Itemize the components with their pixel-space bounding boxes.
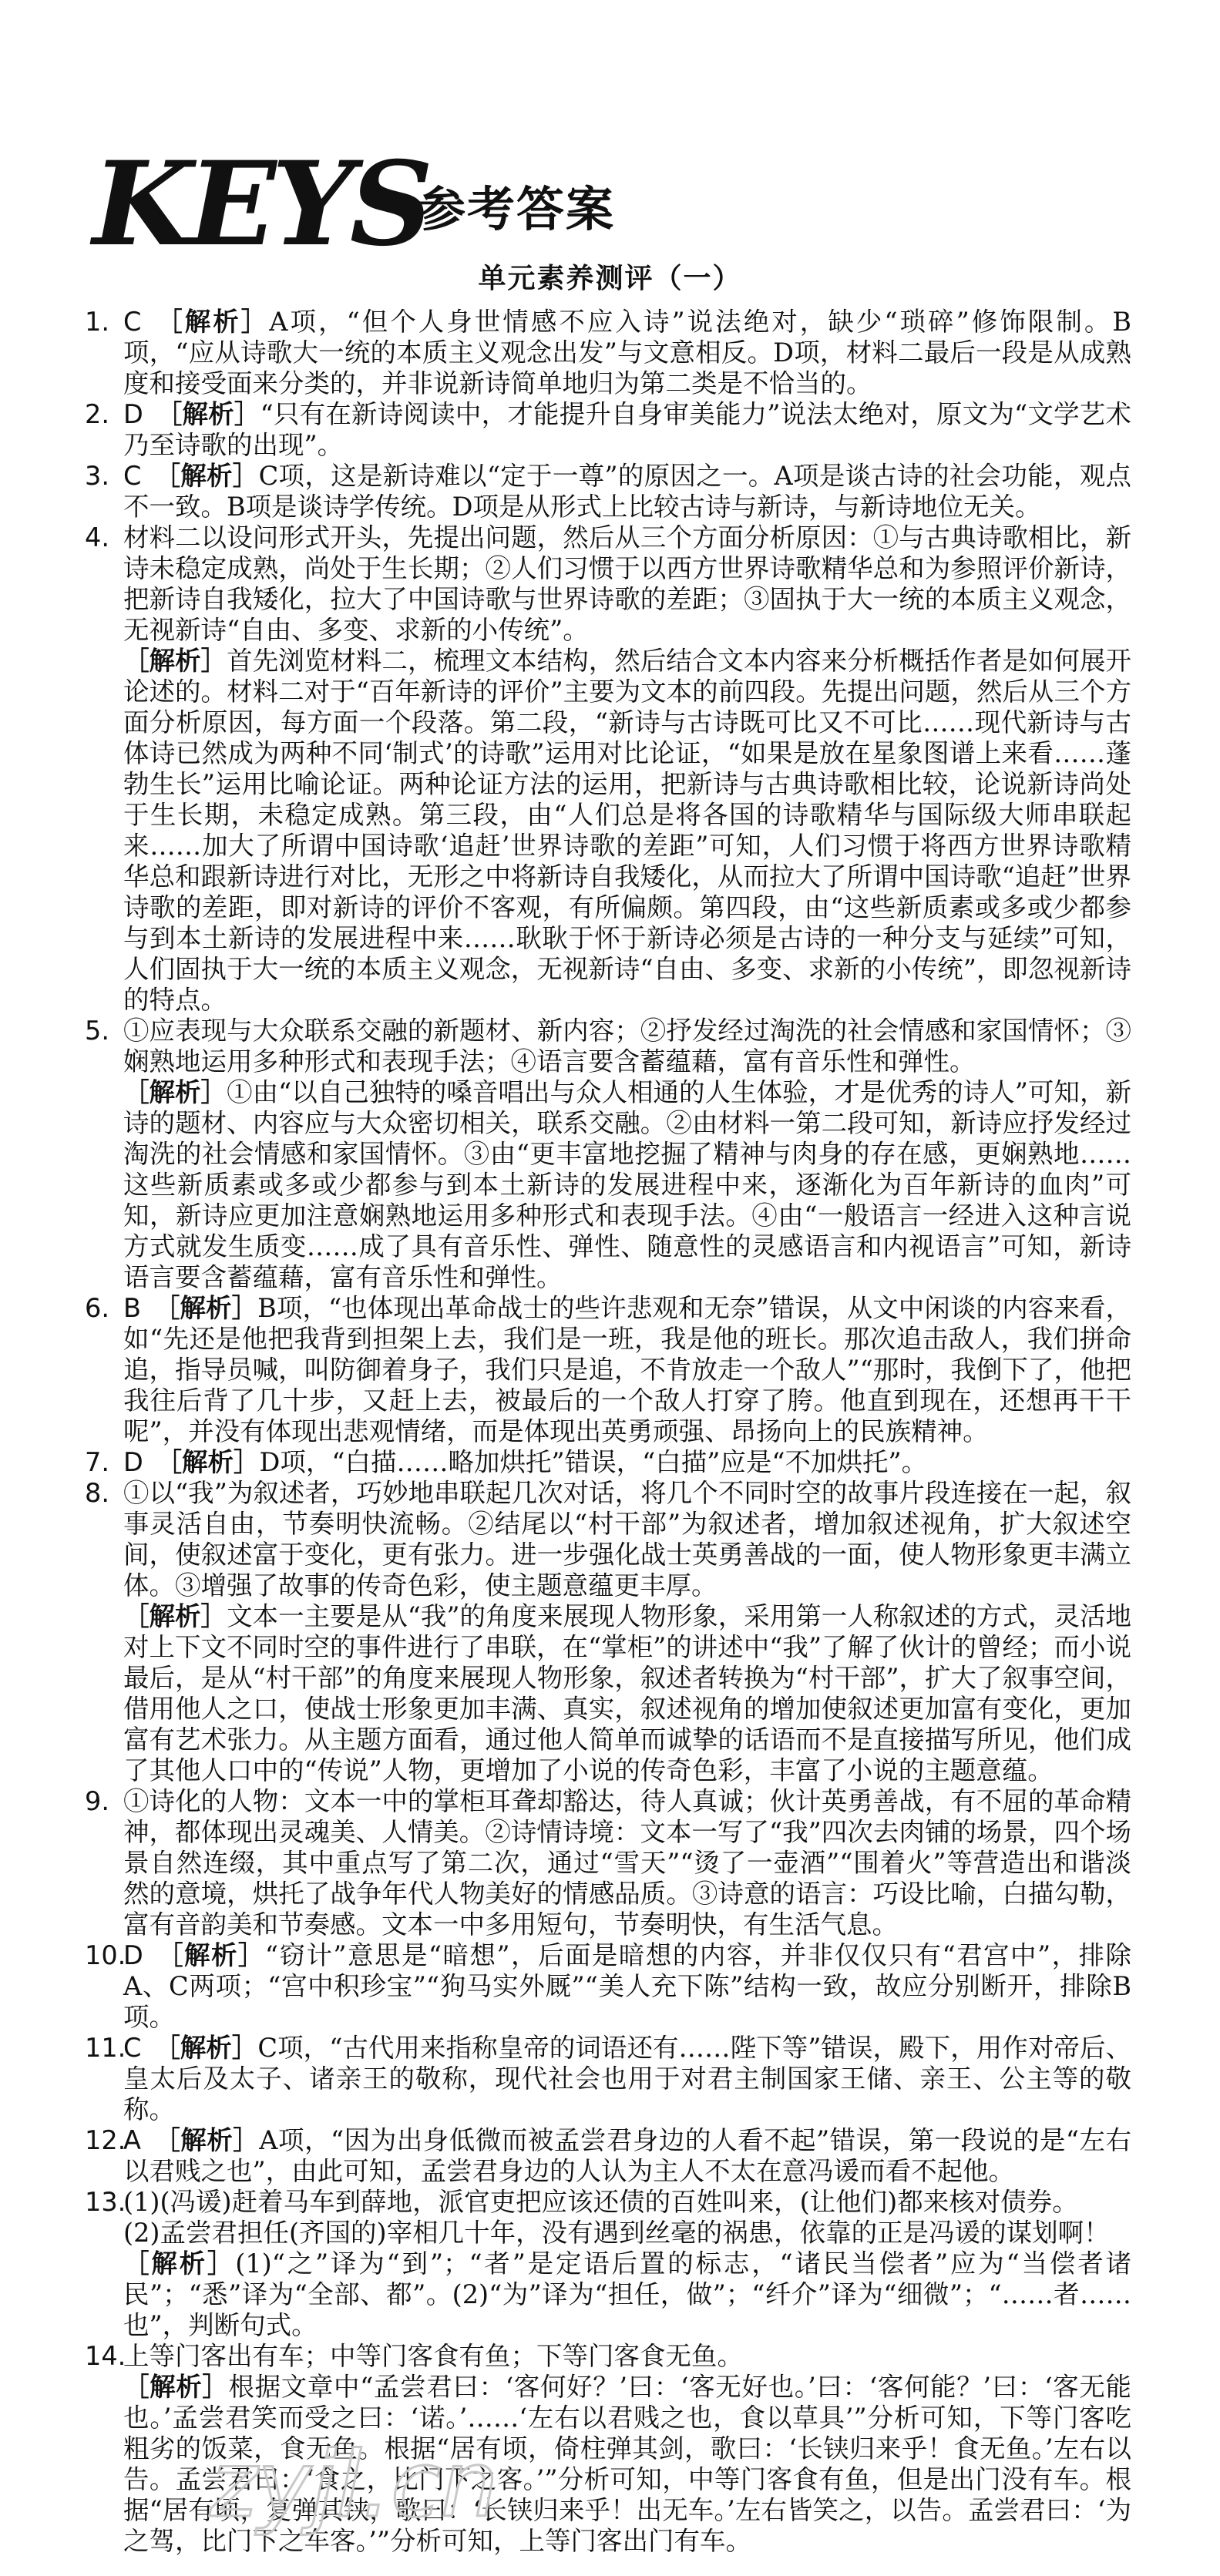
paragraph-text: ①以“我”为叙述者，巧妙地串联起几次对话，将几个不同时空的故事片段连接在一起，叙事灵活自由，节奏明快流畅。②结尾以“村干部”为叙述者，增加叙述视角，扩大叙述空间，使叙述富于变化，更有张力。进一步强化战士英勇善战的一面，使人物形象更丰满立体。③增强了故事的传奇色彩，使主题意蕴更丰厚。 [123, 1478, 1131, 1600]
answer-item [85, 2125, 1131, 2187]
explanation-tag: ［解析］ [123, 1077, 227, 1107]
answer-choice: C [123, 461, 142, 491]
explanation-tag: ［解析］ [154, 2033, 258, 2063]
explanation-paragraph [123, 461, 1131, 522]
answer-choice: D [123, 399, 143, 429]
answer-number: 3. [85, 461, 109, 491]
answer-item [85, 399, 1131, 461]
explanation-tag: ［解析］ [153, 2125, 260, 2155]
answer-choice: C [123, 2033, 142, 2063]
paragraph-text: (1)“之”译为“到”；“者”是定语后置的标志，“诸民当偿者”应为“当偿者诸民”；“悉”译为“全部、都”。(2)“为”译为“担任，做”；“纤介”译为“细微”；“……者……也”，判断句式。 [123, 2249, 1132, 2340]
explanation-paragraph [123, 1077, 1131, 1293]
keys-logo: KEYS [92, 136, 429, 272]
answer-item [85, 307, 1131, 399]
answer-item [85, 1016, 1131, 1293]
explanation-tag: ［解析］ [156, 1940, 265, 1970]
answer-choice: D [123, 1447, 143, 1477]
answer-number: 14. [85, 2341, 126, 2371]
paragraph-text: 材料二以设问形式开头，先提出问题，然后从三个方面分析原因：①与古典诗歌相比，新诗未稳定成熟，尚处于生长期；②人们习惯于以西方世界诗歌精华总和为参照评价新诗，把新诗自我矮化，拉大了中国诗歌与世界诗歌的差距；③固执于大一统的本质主义观念，无视新诗“自由、多变、求新的小传统”。 [123, 522, 1131, 645]
explanation-paragraph [123, 1601, 1131, 1786]
explanation-tag: ［解析］ [123, 2249, 236, 2279]
answer-item [85, 1786, 1131, 1940]
answer-paragraph [123, 1786, 1131, 1940]
answer-list [85, 307, 1131, 2557]
explanation-tag: ［解析］ [154, 461, 259, 491]
paragraph-text: (1)(冯谖)赶着马车到薛地，派官吏把应该还债的百姓叫来，(让他们)都来核对债券。 [123, 2187, 1078, 2217]
answer-number: 1. [85, 307, 109, 337]
answer-item [85, 2187, 1131, 2341]
answer-item [85, 1940, 1131, 2033]
answer-item [85, 2341, 1131, 2557]
answer-number: 8. [85, 1478, 109, 1508]
explanation-paragraph [123, 399, 1131, 461]
answer-paragraph [123, 2218, 1131, 2249]
answer-choice: B [123, 1293, 141, 1323]
answer-paragraph [123, 2187, 1131, 2218]
explanation-paragraph [123, 646, 1131, 1016]
paragraph-text: “窃计”意思是“暗想”，后面是暗想的内容，并非仅仅只有“君宫中”，排除A、C两项；“宫中积珍宝”“狗马实外厩”“美人充下陈”结构一致，故应分别断开，排除B项。 [123, 1940, 1132, 2032]
answer-number: 4. [85, 522, 109, 552]
paragraph-text: B项，“也体现出革命战士的些许悲观和无奈”错误，从文中闲谈的内容来看，如“先还是他把我背到担架上去，我们是一班，我是他的班长。那次追击敌人，我们拼命追，指导员喊，叫防御着身子，我们只是追，不肯放走一个敌人”“那时，我倒下了，他把我往后背了几十步，又赶上去，被最后的一个敌人打穿了胯。他直到现在，还想再干干呢”，并没有体现出悲观情绪，而是体现出英勇顽强、昂扬向上的民族精神。 [123, 1293, 1131, 1446]
answer-choice: A [123, 2125, 141, 2155]
explanation-tag: ［解析］ [156, 1447, 260, 1477]
paragraph-text: C项，“古代用来指称皇帝的词语还有……陛下等”错误，殿下，用作对帝后、皇太后及太子、诸亲王的敬称，现代社会也用于对君主制国家王储、亲王、公主等的敬称。 [123, 2033, 1132, 2124]
explanation-tag: ［解析］ [123, 646, 227, 676]
explanation-tag: ［解析］ [156, 399, 260, 429]
answer-item [85, 1293, 1131, 1447]
explanation-paragraph [123, 307, 1131, 399]
answer-item [85, 2033, 1131, 2125]
answer-number: 6. [85, 1293, 109, 1323]
explanation-tag: ［解析］ [153, 1293, 258, 1323]
answer-number: 11. [85, 2033, 126, 2063]
paragraph-text: ①诗化的人物：文本一中的掌柜耳聋却豁达，待人真诚；伙计英勇善战，有不屈的革命精神，都体现出灵魂美、人情美。②诗情诗境：文本一写了“我”四次去肉铺的场景，四个场景自然连缀，其中重点写了第二次，通过“雪天”“烫了一壶酒”“围着火”等营造出和谐淡然的意境，烘托了战争年代人物美好的情感品质。③诗意的语言：巧设比喻，白描勾勒，富有音韵美和节奏感。文本一中多用短句，节奏明快，有生活气息。 [123, 1786, 1131, 1940]
svg-text:zyjl.cn: zyjl.cn [210, 2431, 499, 2537]
explanation-tag: ［解析］ [154, 307, 270, 337]
answer-choice: D [123, 1940, 143, 1970]
answer-paragraph [123, 522, 1131, 646]
paragraph-text: “只有在新诗阅读中，才能提升自身审美能力”说法太绝对，原文为“文学艺术乃至诗歌的出现”。 [123, 399, 1131, 460]
answer-number: 2. [85, 399, 109, 429]
answer-paragraph [123, 1016, 1131, 1077]
explanation-paragraph [123, 1293, 1131, 1447]
section-title: 单元素养测评（一） [478, 263, 742, 294]
paragraph-text: 根据文章中“孟尝君曰：‘客何好？’曰：‘客无好也。’曰：‘客何能？’曰：‘客无能也。’孟尝君笑而受之曰：‘诺。’……‘左右以君贱之也，食以草具’”分析可知，下等门客吃粗劣的饭菜，食无鱼。根据“居有顷，倚柱弹其剑，歌曰：‘长铗归来乎！食无鱼。’左右以告。孟尝君曰：‘食之，比门下之客。’”分析可知，中等门客食有鱼，但是出门没有车。根据“居有顷，复弹其铗，歌曰：‘长铗归来乎！出无车。’左右皆笑之，以告。孟尝君曰：‘为之驾，比门下之车客。’”分析可知，上等门客出门有车。 [123, 2372, 1132, 2556]
paragraph-text: (2)孟尝君担任(齐国的)宰相几十年，没有遇到丝毫的祸患，依靠的正是冯谖的谋划啊！ [123, 2218, 1110, 2248]
answer-number: 12. [85, 2125, 126, 2155]
answer-item [85, 1447, 1131, 1478]
explanation-tag: ［解析］ [123, 2372, 229, 2402]
answer-paragraph [123, 1478, 1131, 1601]
paragraph-text: C项，这是新诗难以“定于一尊”的原因之一。A项是谈古诗的社会功能，观点不一致。B项是谈诗学传统。D项是从形式上比较古诗与新诗，与新诗地位无关。 [123, 461, 1132, 522]
answer-choice: C [123, 307, 142, 337]
paragraph-text: D项，“白描……略加烘托”错误，“白描”应是“不加烘托”。 [259, 1447, 928, 1477]
answer-item [85, 461, 1131, 522]
explanation-paragraph [123, 2372, 1131, 2557]
page-header [92, 136, 786, 272]
answer-number: 9. [85, 1786, 109, 1816]
answer-paragraph [123, 2341, 1131, 2372]
paragraph-text: 文本一主要是从“我”的角度来展现人物形象，采用第一人称叙述的方式，灵活地对上下文不同时空的事件进行了串联，在“掌柜”的讲述中“我”了解了伙计的曾经；而小说最后，是从“村干部”的角度来展现人物形象，叙述者转换为“村干部”，扩大了叙事空间，借用他人之口，使战士形象更加丰满、真实，叙述视角的增加使叙述更加富有变化，更加富有艺术张力。从主题方面看，通过他人简单而诚挚的话语而不是直接描写所见，他们成了其他人口中的“传说”人物，更增加了小说的传奇色彩，丰富了小说的主题意蕴。 [123, 1601, 1132, 1785]
paragraph-text: A项，“但个人身世情感不应入诗”说法绝对，缺少“琐碎”修饰限制。B项，“应从诗歌大一统的本质主义观念出发”与文意相反。D项，材料二最后一段是从成熟度和接受面来分类的，并非说新诗简单地归为第二类是不恰当的。 [123, 307, 1131, 398]
explanation-paragraph [123, 1940, 1131, 2033]
header-subtitle: 参考答案 [418, 181, 616, 237]
answer-number: 5. [85, 1016, 109, 1046]
answer-number: 7. [85, 1447, 109, 1477]
explanation-tag: ［解析］ [123, 1601, 227, 1631]
explanation-paragraph [123, 1447, 1131, 1478]
paragraph-text: ①应表现与大众联系交融的新题材、新内容；②抒发经过淘洗的社会情感和家国情怀；③娴熟地运用多种形式和表现手法；④语言要含蓄蕴藉，富有音乐性和弹性。 [123, 1016, 1131, 1076]
paragraph-text: A项，“因为出身低微而被孟尝君身边的人看不起”错误，第一段说的是“左右以君贱之也”，由此可知，孟尝君身边的人认为主人不太在意冯谖而看不起他。 [123, 2125, 1132, 2186]
paragraph-text: 首先浏览材料二，梳理文本结构，然后结合文本内容来分析概括作者是如何展开论述的。材料二对于“百年新诗的评价”主要为文本的前四段。先提出问题，然后从三个方面分析原因，每方面一个段落。第二段，“新诗与古诗既可比又不可比……现代新诗与古体诗已然成为两种不同‘制式’的诗歌”运用对比论证，“如果是放在星象图谱上来看……蓬勃生长”运用比喻论证。两种论证方法的运用，把新诗与古典诗歌相比较，论说新诗尚处于生长期，未稳定成熟。第三段，由“人们总是将各国的诗歌精华与国际级大师串联起来……加大了所谓中国诗歌‘追赶’世界诗歌的差距”可知，人们习惯于将西方世界诗歌精华总和跟新诗进行对比，无形之中将新诗自我矮化，从而拉大了所谓中国诗歌“追赶”世界诗歌的差距，即对新诗的评价不客观，有所偏颇。第四段，由“这些新质素或多或少都参与到本土新诗的发展进程中来……耿耿于怀于新诗必须是古诗的一种分支与延续”可知，人们固执于大一统的本质主义观念，无视新诗“自由、多变、求新的小传统”，即忽视新诗的特点。 [123, 646, 1132, 1015]
explanation-paragraph [123, 2033, 1131, 2125]
answer-number: 13. [85, 2187, 126, 2217]
answer-item [85, 522, 1131, 1016]
paragraph-text: ①由“以自己独特的嗓音唱出与众人相通的人生体验，才是优秀的诗人”可知，新诗的题材、内容应与大众密切相关，联系交融。②由材料一第二段可知，新诗应抒发经过淘洗的社会情感和家国情怀。③由“更丰富地挖掘了精神与肉身的存在感，更娴熟地……这些新质素或多或少都参与到本土新诗的发展进程中来，逐渐化为百年新诗的血肉”可知，新诗应更加注意娴熟地运用多种形式和表现手法。④由“一般语言一经进入这种言说方式就发生质变……成了具有音乐性、弹性、随意性的灵感语言和内视语言”可知，新诗语言要含蓄蕴藉，富有音乐性和弹性。 [123, 1077, 1131, 1292]
explanation-paragraph [123, 2125, 1131, 2187]
answer-item [85, 1478, 1131, 1786]
answer-number: 10. [85, 1940, 126, 1970]
explanation-paragraph [123, 2249, 1131, 2341]
paragraph-text: 上等门客出有车；中等门客食有鱼；下等门客食无鱼。 [123, 2341, 743, 2371]
